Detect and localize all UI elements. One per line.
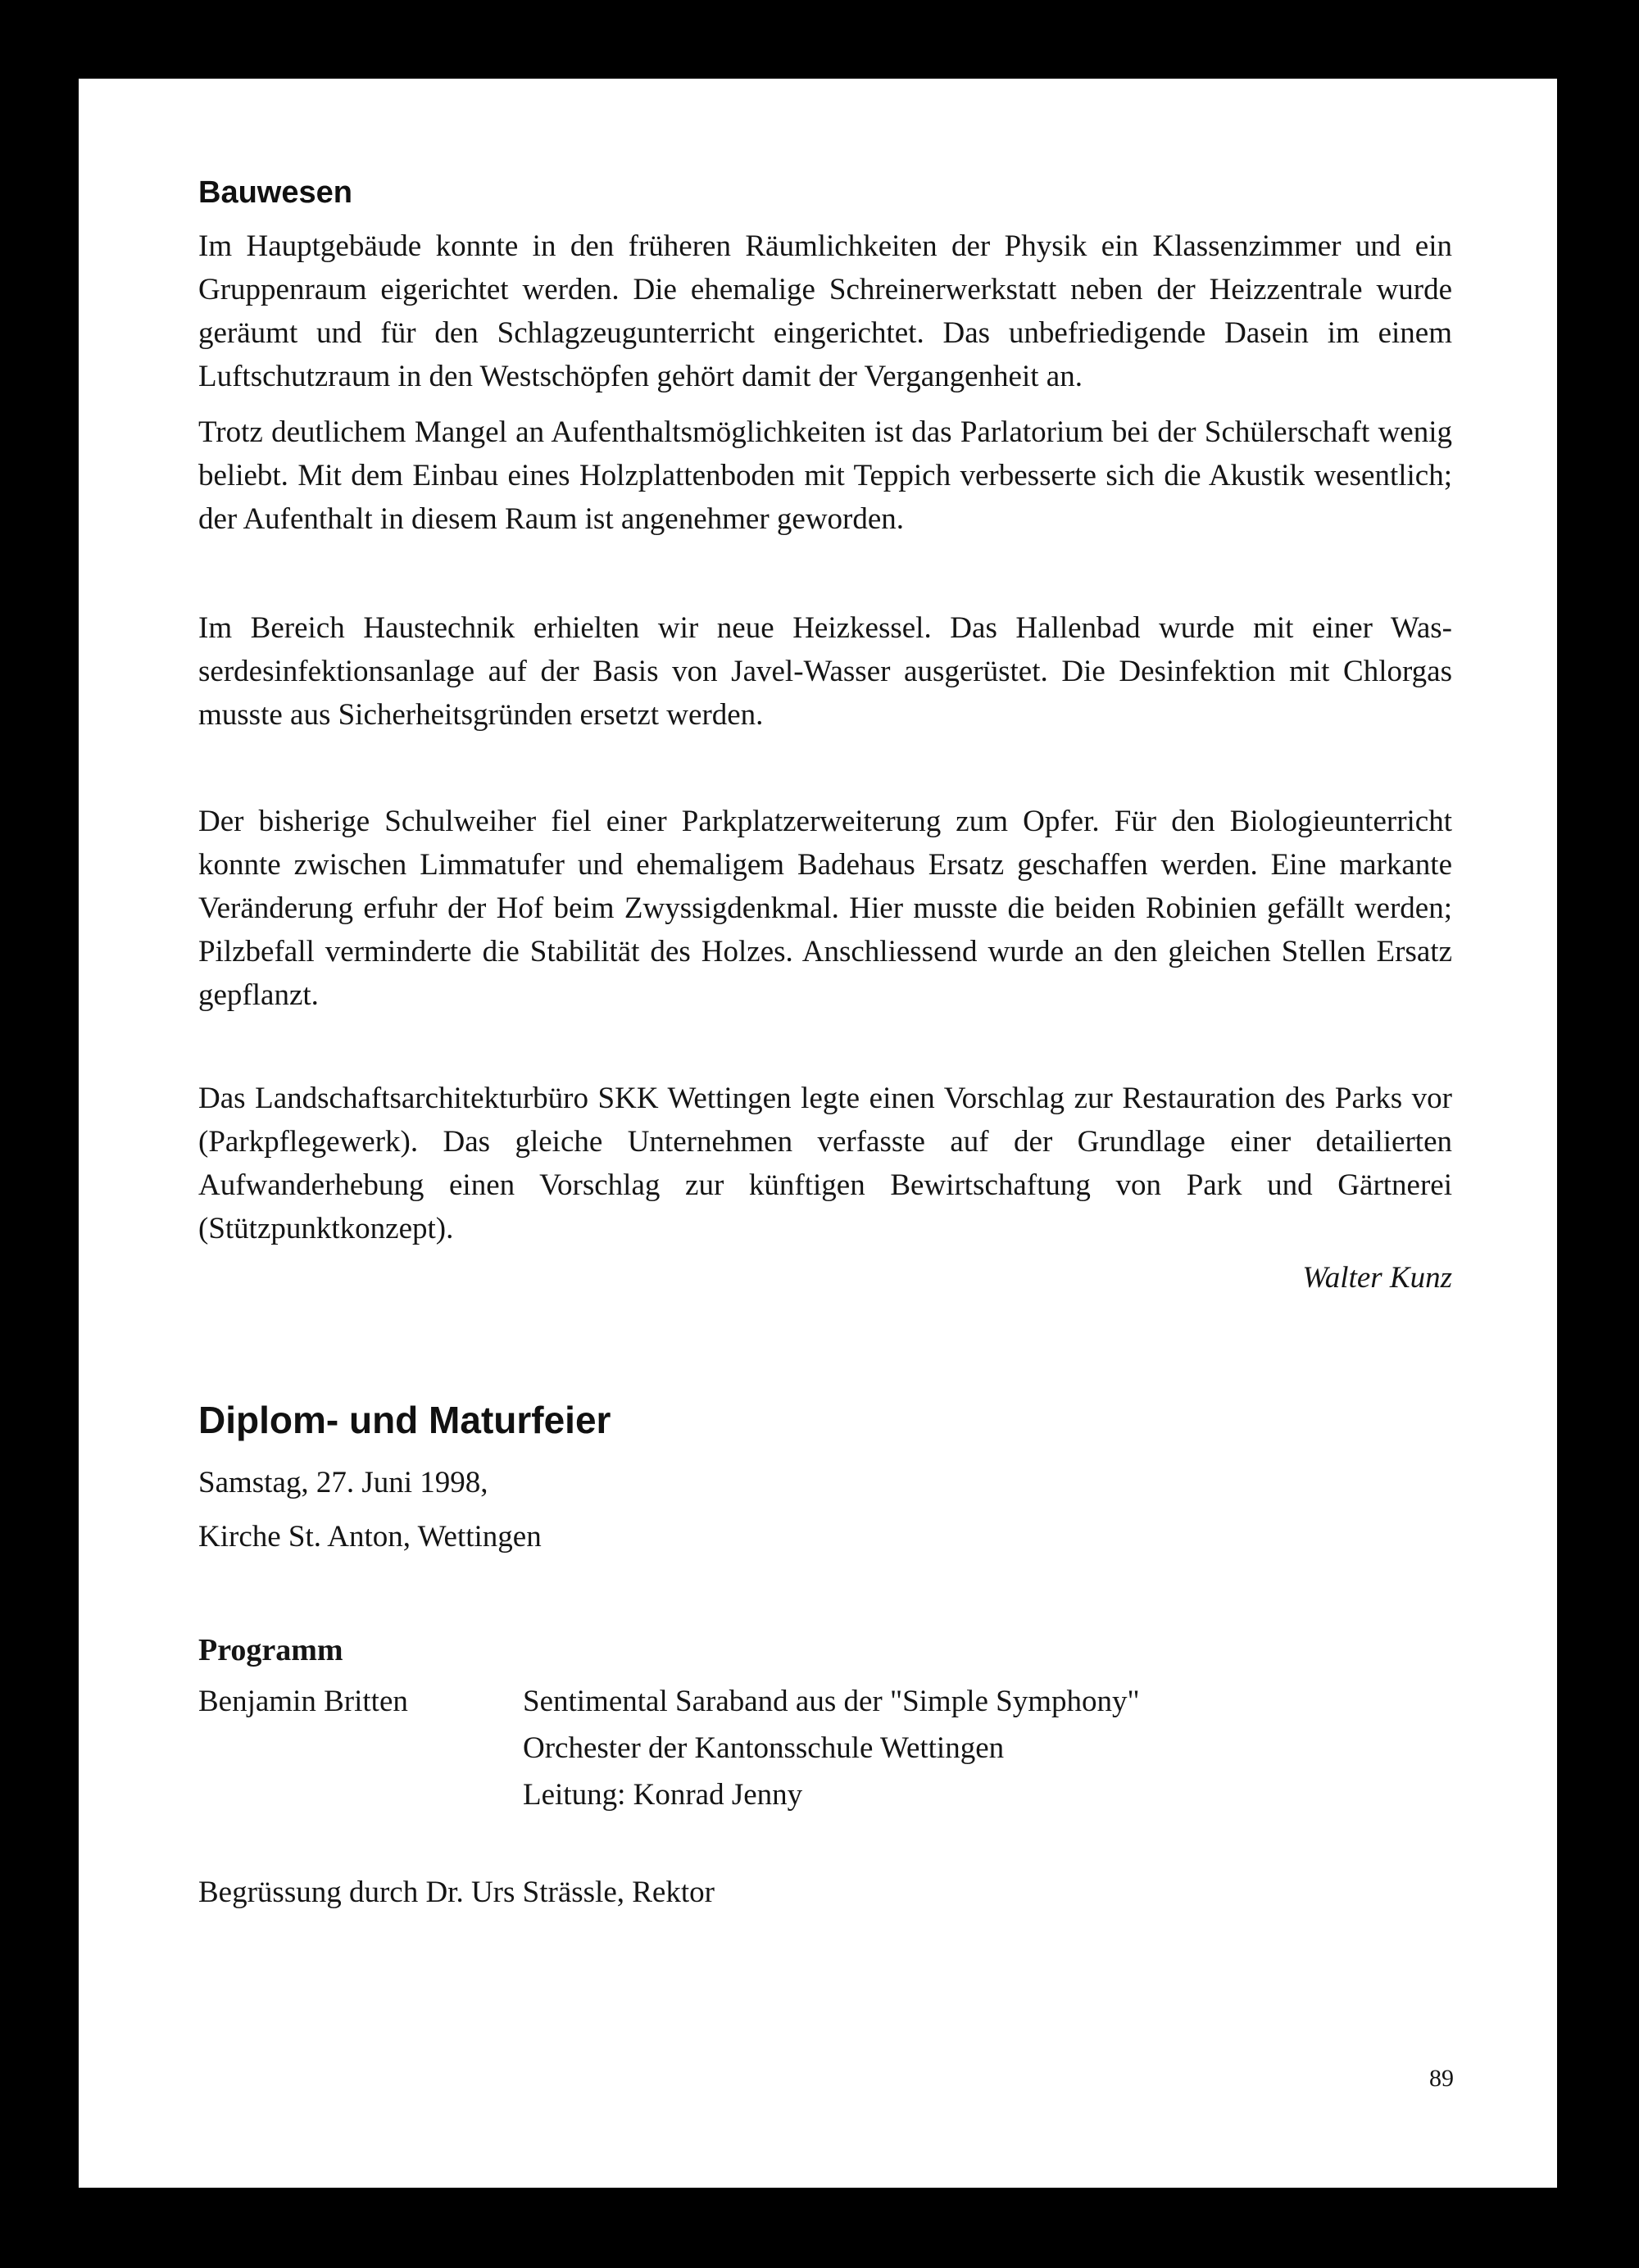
event-date: Samstag, 27. Juni 1998, [198,1466,488,1499]
page-number: 89 [1429,2065,1454,2092]
document-page [79,79,1557,2188]
paragraph: Im Hauptgebäude konnte in den früheren Räumlichkeiten der Physik ein Klassenzimmer und ein Gruppenraum eigerichtet werden. Die ehemalige Schreinerwerkstatt neben der Heizzentrale wurde geräumt und für den Schlagzeugunterricht eingerichtet. Das unbefriedigende Dasein im einem Luftschutzraum in den Westschöpfen gehört damit der Vergangenheit an. [198,229,1452,393]
author-signature: Walter Kunz [1302,1261,1452,1295]
paragraph: Trotz deutlichem Mangel an Aufenthaltsmöglichkeiten ist das Parlatorium bei der Schülerschaft wenig beliebt. Mit dem Einbau eines Holzplattenboden mit Teppich verbesserte sich die Akustik wesentlich; der Aufenthalt in diesem Raum ist angenehmer geworden. [198,415,1452,536]
paragraph: Der bisherige Schulweiher fiel einer Parkplatzerweiterung zum Opfer. Für den Biologieunterricht konnte zwischen Limmatufer und ehemaligem Badehaus Ersatz geschaffen werden. Eine markante Veränderung erfuhr der Hof beim Zwyssigdenkmal. Hier musste die beiden Robinien gefällt werden; Pilzbefall verminderte die Stabilität des Holzes. Anschliessend wurde an den gleichen Stellen Ersatz gepflanzt. [198,805,1452,1012]
program-entry [198,1678,1428,1818]
section-heading-bauwesen: Bauwesen [198,175,352,210]
program-orchestra: Orchester der Kantonsschule Wettingen [523,1731,1005,1765]
paragraph: Im Bereich Haustechnik erhielten wir neue Heizkessel. Das Hallenbad wurde mit einer Wasserdesinfektionsanlage auf der Basis von Javel-Wasser ausgerüstet. Die Desinfektion mit Chlorgas musste aus Sicherheitsgründen ersetzt werden. [198,611,1452,732]
program-greeting: Begrüssung durch Dr. Urs Strässle, Rektor [198,1876,715,1909]
program-composer: Benjamin Britten [198,1685,408,1718]
program-conductor: Leitung: Konrad Jenny [523,1778,803,1812]
section-heading-diplomfeier: Diplom- und Maturfeier [198,1399,611,1441]
paragraph: Das Landschaftsarchitekturbüro SKK Wettingen legte einen Vorschlag zur Restauration des Parks vor (Parkpflegewerk). Das gleiche Unternehmen verfasste auf der Grundlage einer detailierten Aufwanderhebung einen Vorschlag zur künftigen Bewirtschaftung von Park und Gärtnerei (Stützpunktkonzept). [198,1082,1452,1245]
program-work: Sentimental Saraband aus der "Simple Symphony" [523,1685,1140,1718]
event-place: Kirche St. Anton, Wettingen [198,1520,542,1554]
program-title: Programm [198,1633,343,1667]
program-details [523,1678,1140,1818]
